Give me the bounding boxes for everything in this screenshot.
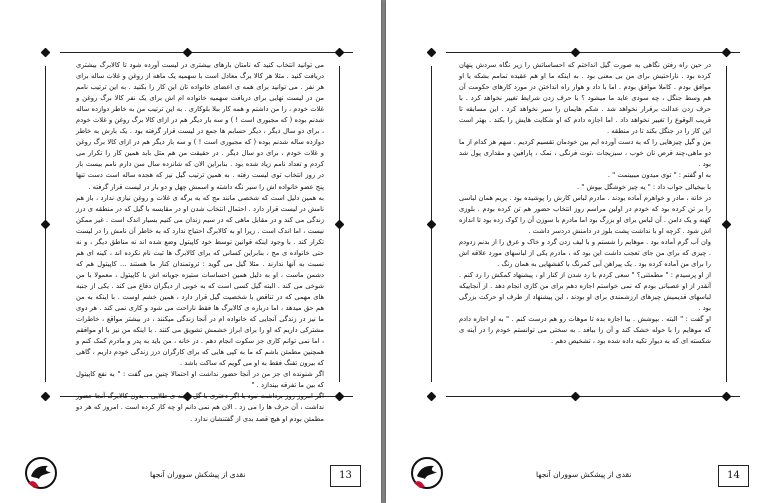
running-footer-title: نقدی از پیشکش سووران آنجها: [536, 470, 632, 479]
diamond-ornament-icon: [183, 48, 193, 58]
diamond-ornament-icon: [722, 392, 732, 402]
paragraph: می توانید انتخاب کنید که نامتان بارهای بیشتری در لیست آورده شود تا کالابرگ بیشتری دریافت کنید . مثلا هر کالا برگ معادل است با سهمیه یک ماهه از روغن و غلات ساله برای هر نفر . می توانید برای همه ی اعضای خانواده تان این کار را بکنید . به این ترتیب نامم من در لیست نهایی برای دریافت سهمیه خانواده ام اش برای یک نفر کالا برگ روغن و غلات خودم ، را من داشتم و همه کار ببلا بلوکاری . به این ترتیب من به خاطر دوازده ساله شدنم بوده ( که مجبوری است ! ) و سه بار دیگر هم در ازای کالا برگ روغن و غلات خودم ، برای دو سال دیگر ، دیگر حسابم ها جمع در لیست قرار گرفته بود . یک بارش به خاطر دوازده ساله شدنم بوده ( که مجبوری است ! ) و سه بار دیگر هم در ازای کالا برگ روغن و غلات خودم ، برای دو سال دیگر . در حقیقت من هم مثل باید همین کار را تکرار می کردم و تعداد نامم زیاد شده بود . بنابراین الان که شانزده سال سن دارم نامم بیست بار در روز انتخاب توی لیست رفته . به همین ترتیب گیل نیز که هجده ساله است دست تنها پنج عضو خانواده اش را سیر نگه داشته و اسمش چهل و دو بار در لیست قرار گرفته .: [76, 61, 324, 191]
page-number: 13: [330, 465, 361, 487]
body-text: [76, 60, 324, 423]
diamond-ornament-icon: [41, 48, 51, 58]
paragraph: وان آب گرم آماده بود . موهایم را شستم و با لیف زدن گرد و خاک و عرق را از بدنم زدودم . چیزی که برای من جای تعجب داشت این بود که ، مادرم یکی از لباسهای مورد علاقه اش را برای من آماده کرده بود . یک پیراهن آبی کمرنگ با کفشهایی به همان رنگ .: [459, 237, 711, 268]
mockingjay-logo-icon: [410, 456, 444, 490]
diamond-ornament-icon: [571, 392, 581, 402]
diamond-ornament-icon: [427, 48, 437, 58]
page-number: 14: [718, 465, 749, 487]
right-page: [386, 0, 768, 503]
paragraph: اگر امروز روز برداشت نبود یا اگر دختری با گل سینه ی طلایی ، بدون کالابرگ آنجا حضور نداشت ، آن حرف ها را می زد . الان هم نمی دانم او چه کار کرده است . امروز که هر دو مطمئن بودم او هیچ قصد بدی از گفتنشان ندارد .: [76, 392, 324, 423]
diamond-ornament-icon: [41, 220, 51, 230]
diamond-ornament-icon: [722, 220, 732, 230]
diamond-ornament-icon: [427, 220, 437, 230]
paragraph: به او گفتم : " توی میدون میبینمت " .: [607, 171, 711, 180]
diamond-ornament-icon: [335, 48, 345, 58]
diamond-ornament-icon: [722, 48, 732, 58]
diamond-ornament-icon: [427, 392, 437, 402]
diamond-ornament-icon: [41, 392, 51, 402]
diamond-ornament-icon: [571, 48, 581, 58]
bottom-rule: [446, 396, 740, 397]
paragraph: از او پرسیدم : " مطمئنی؟ " سعی کردم با رد شدن از کنار او ، پیشنهاد کمکش را رد کنم . آنقدر از او عصبانی بودم که نمی خواستم اجازه دهم برای من کاری انجام دهد . از آنجاییکه لباسهای قدیمیش چیزهای ارزشمندی برای او بودند ، این پیشنهاد از طرف او حرکت بزرگی بود .: [459, 270, 711, 313]
paragraph: به همین دلیل است که شخصی مانند مج که به برگه ی غلات و روغن نیازی ندارد ، باز هم نامش در لیست قرار دارد . احتمال انتخاب شدن او در مقایسه با گیل که در منطقه ی درز زندگی می کند و در مقابل ماهی که در سیم زندان می کنیم بسیار اندک است . غیر ممکن نیست ، اما اندک است . زیرا او به کالابرگ احتیاج ندارد که به خاطر آن نامش را در لیست تکرار کند . با وجود اینکه قوانین توسط خود کاپیتول وضع شده اند نه مناطق دیگر ، و نه حتی خانواده ی مج ، بنابراین کسانی که برای کالابرگ ها ثبت نام نکرده اند ، کینه ای هم نسبت به آنها ندارند . مثلا گیل می گوید : ثروتمندان کنار ما هستند ... کاپیتول هم که دشمن ماست ، او به دلیل همین احساسات ستیزه جویانه اش با کاپیتول ، معمولا با من شوخی می کند . البته گیل کسی است که به خوبی از دیگران دفاع می کند . یکی از جنبه های مهمی که در تناقض با شخصیت گیل قرار دارد ، همین خشم اوست . با اینکه به من هم حق میدهد ، اما درباره ی کالابرگ ها فقط ناراحت می شود و کاری نمی کند . هر دوی ما نیز در زندگی آنجایی که خانواده ام در آنجا زندگی میکنند ، در بیشتر مواقع ، خاطرات مشترکی داریم که او را برای ابراز خشمش تشویق می کنند . با اینکه من نیز با او موافقم ، اما نمی توانم کاری جز سکوت انجام دهم . در خانه ، من باید به پدر و مادرم کمک کنم و همچنین مطمئن باشم که ما به کپی هایی که برای کارگران درز زندگی خودم داریم ، گاهی که بیرون تفنگ فقط به او می گویم که ساکت باشد .: [76, 193, 324, 368]
top-rule: [446, 52, 740, 53]
body-text: [459, 60, 711, 388]
paragraph: من و گیل چیزهایی را که به دست آورده ایم بین خودمان تقسیم کردیم . سهم هر کدام از ما دو ماهی،چند قرص نان خوب ، سبزیجات ،توت فرنگی ، نمک ، پارافین و مقداری پول شد بود .: [459, 138, 711, 169]
top-rule: [60, 52, 353, 53]
paragraph: در خانه ، مادر و خواهرم آماده بودند . مادرم لباس کارش را پوشیده بود . پریم همان لباسی را بر تن کرده بود که خودم در اولین مراسم روز انتخاب حضور هم تن کرده بودم . بلوزی کهنه و یک دامن . آن لباس برای او بزرگ بود اما مادرم با سوزن آن را کوک زده بود تا اندازه اش شود . کرچه او با نداشت پشت بلوز در دامنش دردسر داشت .: [459, 193, 711, 235]
running-footer-title: نقدی از پیشکش سووران آنجها: [150, 470, 246, 479]
paragraph: در حین راه رفتن نگاهی به صورت گیل انداختم که احساساتش را زیر نگاه سردش پنهان کرده بود . ناراحتیش برای من بی معنی بود . به اینکه ما او هم عقیده تمامم بشکه یا او موافق بودم . کاملا موافق بودم . اما با داد و هوار راه انداختن در مورد کارهای حکومت آن هم وسط جنگل ، چه سودی عاید ما میشود ؟ با حرف زدن شرایط تغییر نخواهد کرد . با حرف زدن عدالت برقرار نخواهد شد . شکم هایمان را سیر نخواهد کرد . این مسابقه تا قریب الوقوع را تغییر نخواهد داد . اما اجازه دادم که او شکایت هایش را بکند . بهتر است این کار را در جنگل بکند تا در منطقه .: [459, 61, 711, 136]
mockingjay-logo-icon: [24, 456, 58, 490]
diamond-ornament-icon: [335, 220, 345, 230]
diamond-ornament-icon: [335, 392, 345, 402]
paragraph: با بیخیالی جواب داد : " یه چیز خوشگل بپوش " .: [577, 182, 711, 191]
paragraph: او گفت : " البته . بپوشش . بیا اجازه بده تا موهات رو هم درست کنم . " به او اجازه دادم که موهایم را با حوله خشک کند و آن را ببافد . به سختی می توانستم خودم را در آینه ی شکسته ای که به دیوار تکیه داده شده بود ، تشخیص دهم .: [459, 315, 711, 346]
left-page: [0, 0, 381, 503]
paragraph: اگر شنونده ای جز من در آنجا حضور نداشت او احتمالا چنین می گفت : " به نفع کاپیتول که بین ما تفرقه بیندازد . ": [76, 370, 324, 390]
